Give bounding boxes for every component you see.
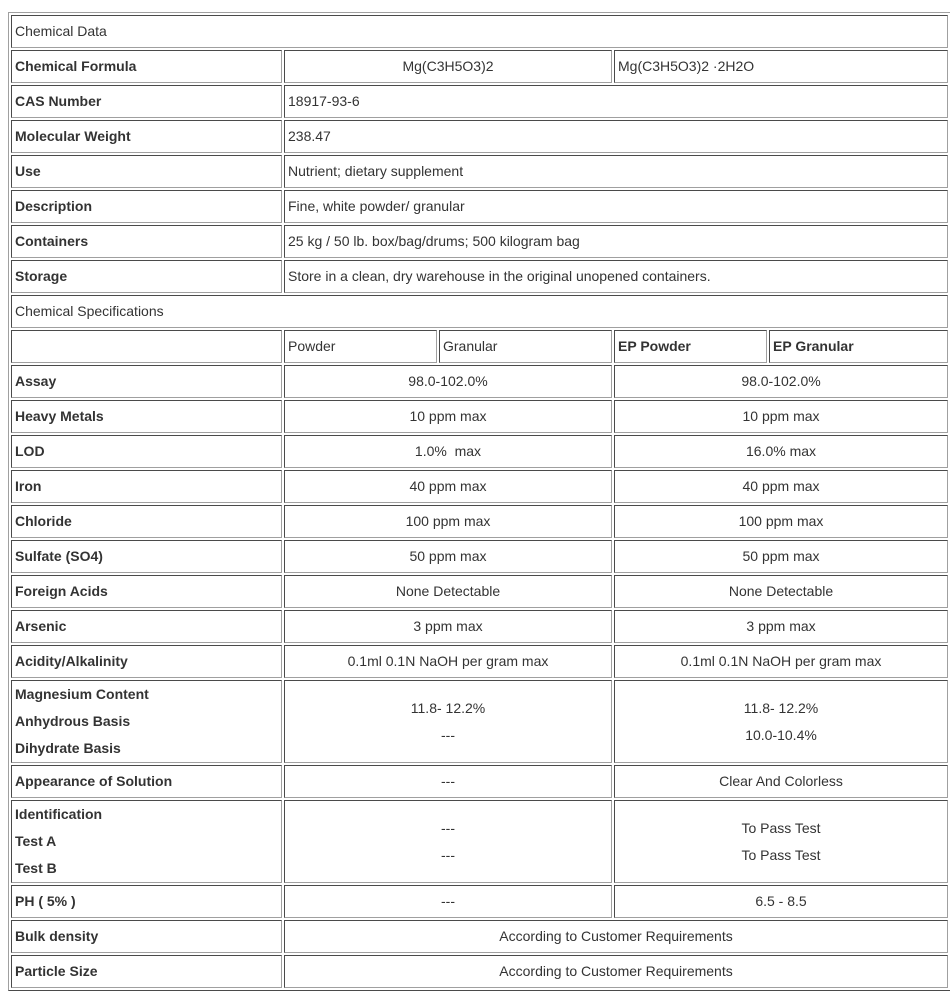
spec-label: Particle Size bbox=[11, 955, 282, 988]
spec-row bbox=[11, 575, 948, 608]
spec-standard-value: 1.0% max bbox=[284, 435, 612, 468]
identification-ep-test-b: To Pass Test bbox=[741, 846, 821, 863]
spec-label: Arsenic bbox=[11, 610, 282, 643]
magnesium-labels bbox=[11, 680, 282, 763]
spec-standard-value: None Detectable bbox=[284, 575, 612, 608]
spec-ep-value: 6.5 - 8.5 bbox=[614, 885, 948, 918]
spec-label: LOD bbox=[11, 435, 282, 468]
row-value: 238.47 bbox=[284, 120, 948, 153]
row-value: Fine, white powder/ granular bbox=[284, 190, 948, 223]
spec-ep-value: 100 ppm max bbox=[614, 505, 948, 538]
spec-row-bulk-density bbox=[11, 920, 948, 953]
table-row bbox=[11, 225, 948, 258]
row-label: Use bbox=[11, 155, 282, 188]
magnesium-standard-values bbox=[284, 680, 612, 763]
spec-standard-value: 10 ppm max bbox=[284, 400, 612, 433]
spec-row bbox=[11, 505, 948, 538]
spec-standard-value: 100 ppm max bbox=[284, 505, 612, 538]
section-title-chemical-specifications: Chemical Specifications bbox=[11, 295, 948, 328]
spec-label: Heavy Metals bbox=[11, 400, 282, 433]
magnesium-ep-anhydrous: 11.8- 12.2% bbox=[743, 699, 819, 716]
spec-row-identification bbox=[11, 800, 948, 883]
magnesium-standard-dihydrate: --- bbox=[441, 726, 455, 743]
row-value: Nutrient; dietary supplement bbox=[284, 155, 948, 188]
spec-label: Appearance of Solution bbox=[11, 765, 282, 798]
spec-ep-value: 16.0% max bbox=[614, 435, 948, 468]
spec-header-row bbox=[11, 330, 948, 363]
spec-row bbox=[11, 470, 948, 503]
spec-label: Sulfate (SO4) bbox=[11, 540, 282, 573]
spec-ep-value: 0.1ml 0.1N NaOH per gram max bbox=[614, 645, 948, 678]
header-powder: Powder bbox=[284, 330, 437, 363]
spec-row bbox=[11, 610, 948, 643]
anhydrous-basis-label: Anhydrous Basis bbox=[15, 713, 131, 729]
spec-row-particle-size bbox=[11, 955, 948, 988]
spec-ep-value: 3 ppm max bbox=[614, 610, 948, 643]
chemical-spec-table bbox=[8, 12, 950, 991]
identification-ep-test-a: To Pass Test bbox=[741, 819, 821, 836]
header-ep-powder: EP Powder bbox=[614, 330, 767, 363]
row-label: Storage bbox=[11, 260, 282, 293]
spec-standard-value: 3 ppm max bbox=[284, 610, 612, 643]
spec-row-ph bbox=[11, 885, 948, 918]
identification-ep-values bbox=[614, 800, 948, 883]
row-label: Molecular Weight bbox=[11, 120, 282, 153]
spec-row-magnesium-content bbox=[11, 680, 948, 763]
spec-standard-value: 40 ppm max bbox=[284, 470, 612, 503]
spec-ep-value: Clear And Colorless bbox=[614, 765, 948, 798]
spec-row bbox=[11, 645, 948, 678]
magnesium-label: Magnesium Content bbox=[15, 686, 149, 702]
spec-row-appearance bbox=[11, 765, 948, 798]
spec-row bbox=[11, 365, 948, 398]
spec-ep-value: None Detectable bbox=[614, 575, 948, 608]
header-granular: Granular bbox=[439, 330, 612, 363]
test-b-label: Test B bbox=[15, 860, 57, 876]
formula-anhydrous: Mg(C3H5O3)2 bbox=[284, 50, 612, 83]
section-row-chemical-data bbox=[11, 15, 948, 48]
row-label: Description bbox=[11, 190, 282, 223]
spec-label: Chloride bbox=[11, 505, 282, 538]
table-row bbox=[11, 85, 948, 118]
identification-standard-values bbox=[284, 800, 612, 883]
dihydrate-basis-label: Dihydrate Basis bbox=[15, 740, 121, 756]
spec-value: According to Customer Requirements bbox=[284, 920, 948, 953]
spec-ep-value: 50 ppm max bbox=[614, 540, 948, 573]
row-value: 25 kg / 50 lb. box/bag/drums; 500 kilogram bag bbox=[284, 225, 948, 258]
identification-standard-test-b: --- bbox=[441, 846, 455, 863]
spec-row bbox=[11, 540, 948, 573]
spec-standard-value: 50 ppm max bbox=[284, 540, 612, 573]
section-row-chemical-specifications bbox=[11, 295, 948, 328]
formula-dihydrate: Mg(C3H5O3)2 ·2H2O bbox=[614, 50, 948, 83]
table-row-chemical-formula bbox=[11, 50, 948, 83]
table-row bbox=[11, 190, 948, 223]
identification-labels bbox=[11, 800, 282, 883]
spec-value: According to Customer Requirements bbox=[284, 955, 948, 988]
spec-ep-value: 10 ppm max bbox=[614, 400, 948, 433]
spec-ep-value: 40 ppm max bbox=[614, 470, 948, 503]
row-value: 18917-93-6 bbox=[284, 85, 948, 118]
spec-ep-value: 98.0-102.0% bbox=[614, 365, 948, 398]
magnesium-ep-values bbox=[614, 680, 948, 763]
spec-label: Foreign Acids bbox=[11, 575, 282, 608]
spec-label: Iron bbox=[11, 470, 282, 503]
row-label: Containers bbox=[11, 225, 282, 258]
identification-label: Identification bbox=[15, 806, 103, 822]
spec-row bbox=[11, 400, 948, 433]
magnesium-ep-dihydrate: 10.0-10.4% bbox=[745, 726, 817, 743]
spec-label: Bulk density bbox=[11, 920, 282, 953]
spec-standard-value: 98.0-102.0% bbox=[284, 365, 612, 398]
row-label: Chemical Formula bbox=[11, 50, 282, 83]
row-label: CAS Number bbox=[11, 85, 282, 118]
row-value: Store in a clean, dry warehouse in the original unopened containers. bbox=[284, 260, 948, 293]
header-ep-granular: EP Granular bbox=[769, 330, 948, 363]
spec-label: PH ( 5% ) bbox=[11, 885, 282, 918]
spec-row bbox=[11, 435, 948, 468]
spec-standard-value: 0.1ml 0.1N NaOH per gram max bbox=[284, 645, 612, 678]
header-blank bbox=[11, 330, 282, 363]
magnesium-standard-anhydrous: 11.8- 12.2% bbox=[410, 699, 486, 716]
table-row bbox=[11, 120, 948, 153]
spec-label: Acidity/Alkalinity bbox=[11, 645, 282, 678]
identification-standard-test-a: --- bbox=[441, 819, 455, 836]
spec-standard-value: --- bbox=[284, 765, 612, 798]
table-row bbox=[11, 260, 948, 293]
test-a-label: Test A bbox=[15, 833, 57, 849]
section-title-chemical-data: Chemical Data bbox=[11, 15, 948, 48]
table-row bbox=[11, 155, 948, 188]
spec-sheet bbox=[8, 12, 945, 991]
spec-standard-value: --- bbox=[284, 885, 612, 918]
spec-label: Assay bbox=[11, 365, 282, 398]
